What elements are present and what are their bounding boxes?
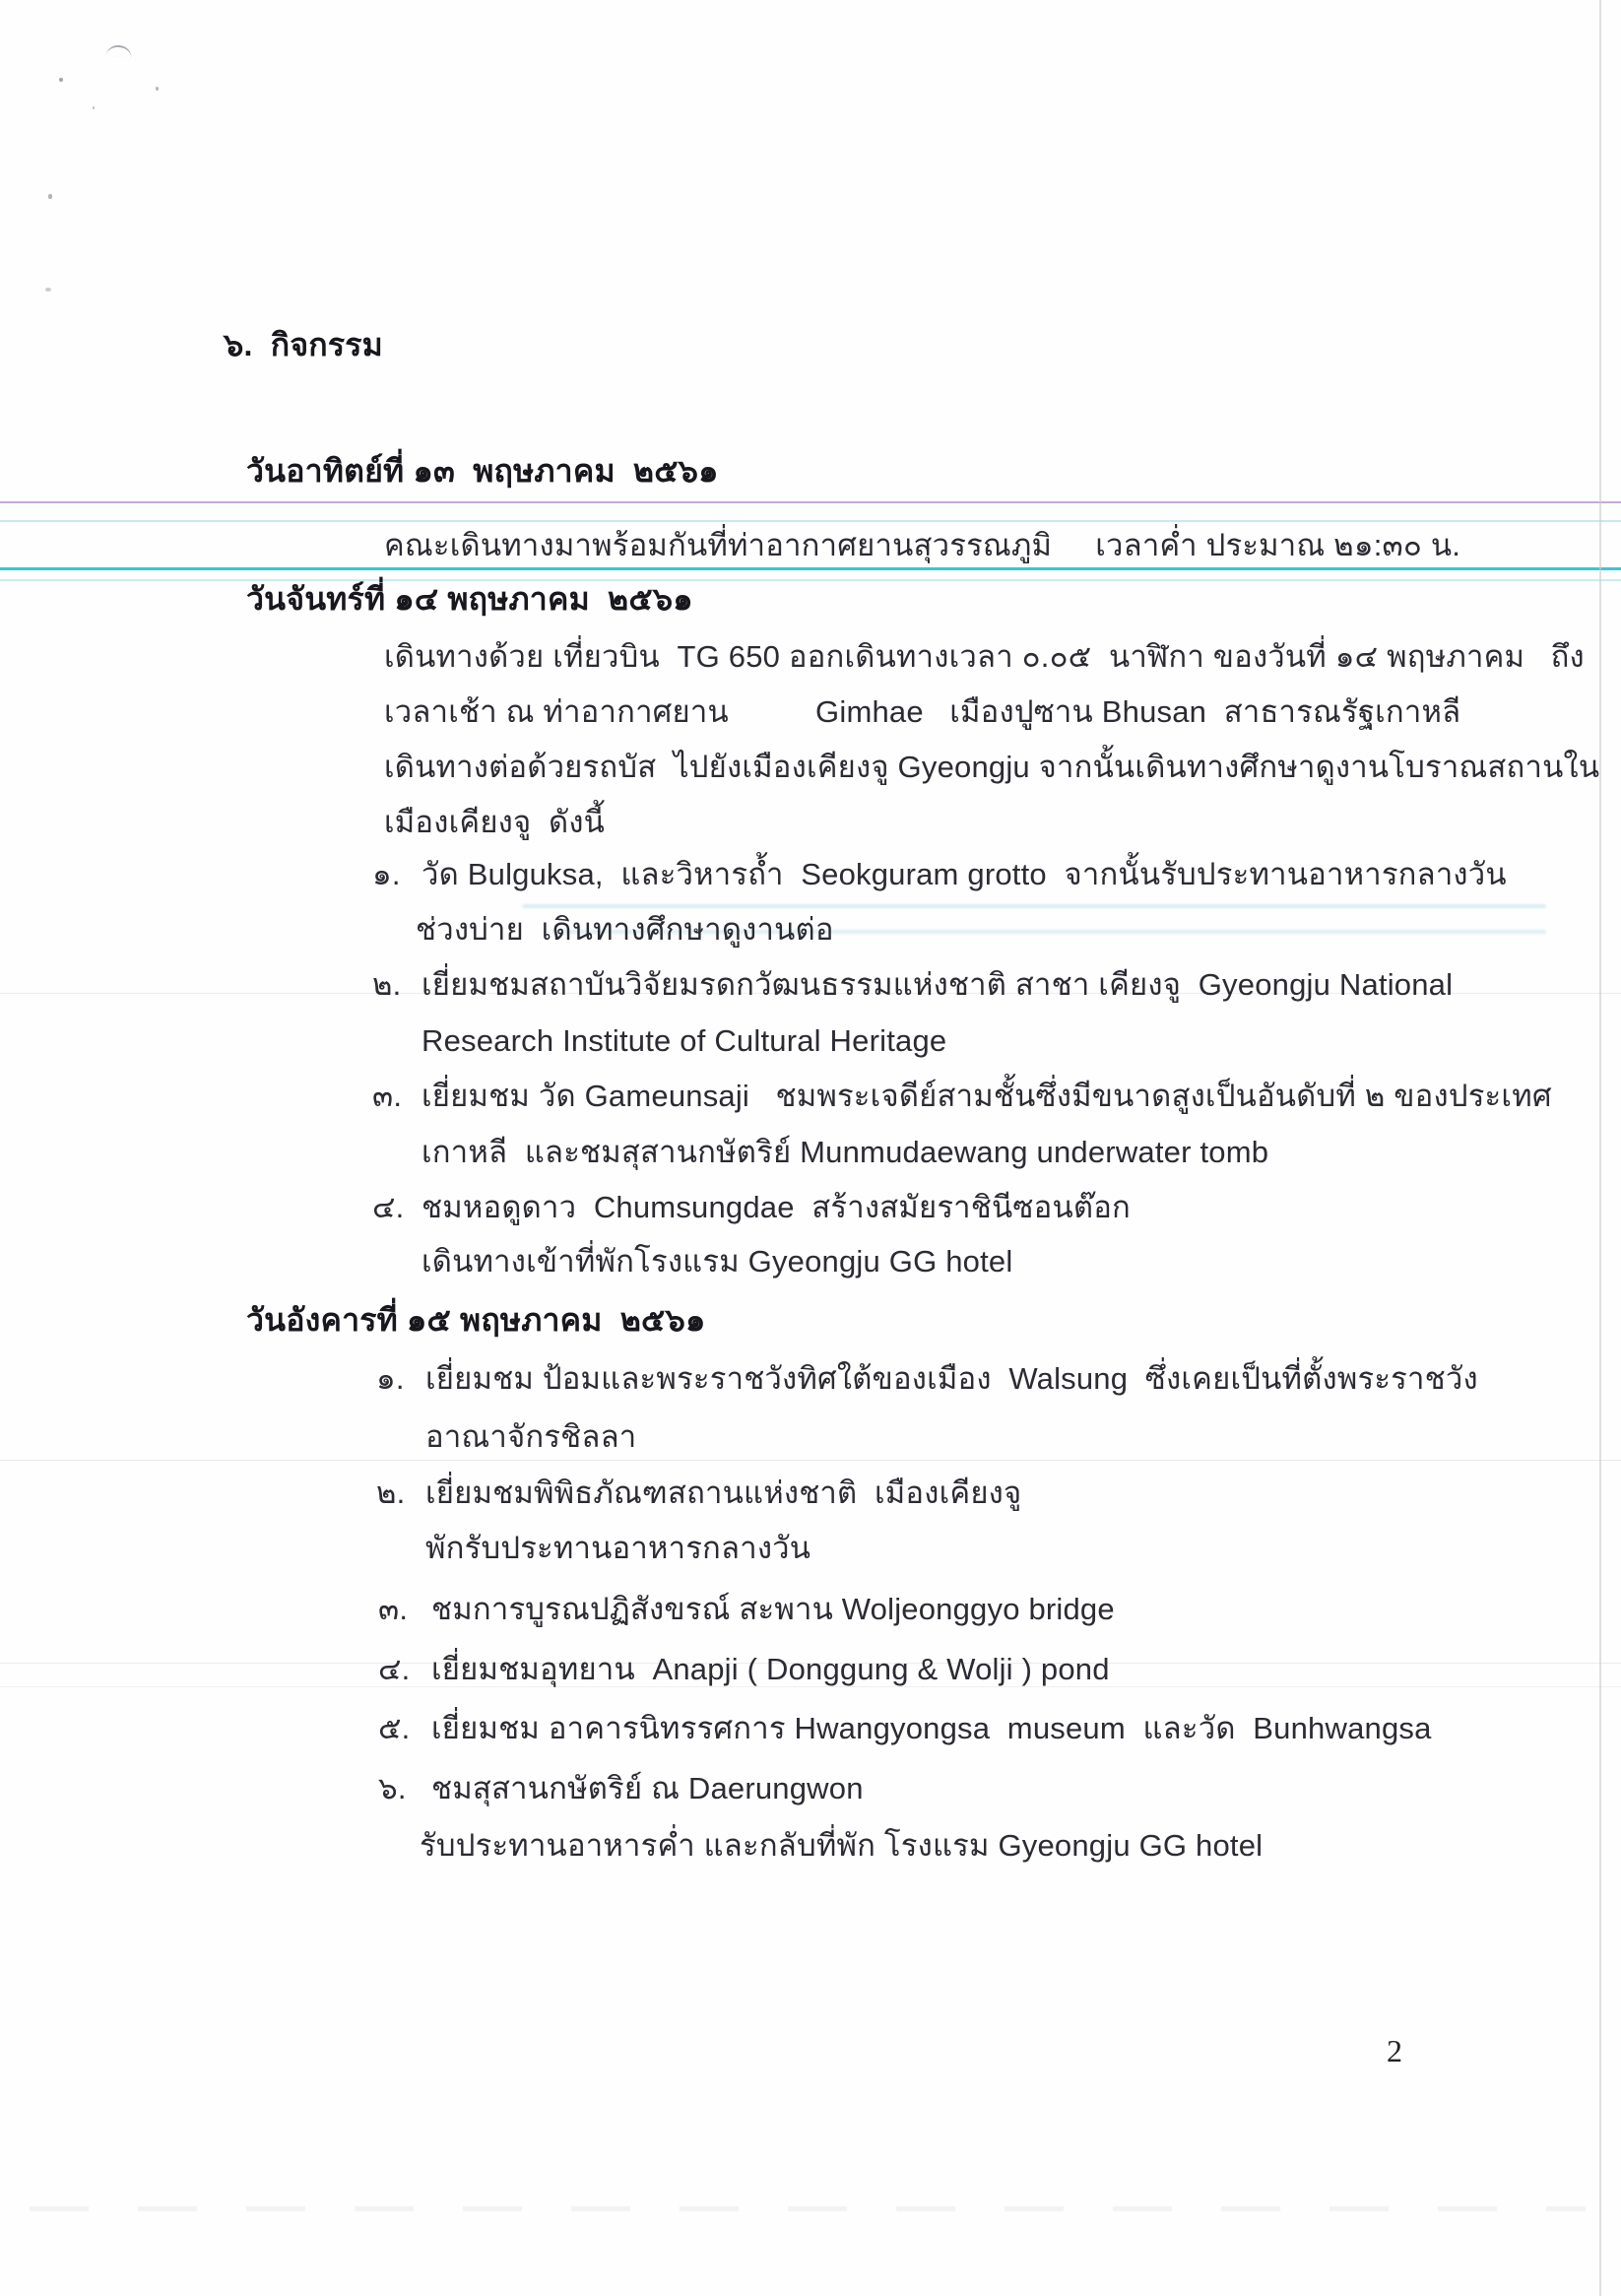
monday-item-text: วัด Bulguksa, และวิหารถ้ำ Seokguram grotto จากนั้นรับประทานอาหารกลางวัน — [421, 857, 1507, 891]
tuesday-item-text: เยี่ยมชม อาคารนิทรรศการ Hwangyongsa museum และวัด Bunhwangsa — [431, 1711, 1432, 1745]
page-number: 2 — [1387, 2033, 1403, 2068]
tuesday-item-text: เยี่ยมชมพิพิธภัณฑสถานแห่งชาติ เมืองเคียงจู — [425, 1476, 1022, 1510]
tuesday-item-number: ๒. — [376, 1476, 406, 1510]
tuesday-heading: วันอังคารที่ ๑๕ พฤษภาคม ๒๕๖๑ — [246, 1302, 706, 1338]
tuesday-item-text: เยี่ยมชมอุทยาน Anapji ( Donggung & Wolji ) pond — [431, 1652, 1110, 1686]
monday-item-number: ๒. — [372, 967, 402, 1002]
scan-vertical-rule — [1599, 0, 1601, 2296]
scan-speck — [45, 288, 51, 292]
scan-line-cyan — [0, 520, 1621, 522]
tuesday-item-text: เยี่ยมชม ป้อมและพระราชวังทิศใต้ของเมือง Walsung ซึ่งเคยเป็นที่ตั้งพระราชวัง — [425, 1361, 1478, 1396]
scan-hairline — [0, 1460, 1621, 1461]
monday-paragraph-line: เวลาเช้า ณ ท่าอากาศยาน Gimhae เมืองปูซาน Bhusan สาธารณรัฐเกาหลี — [384, 694, 1461, 729]
sunday-heading: วันอาทิตย์ที่ ๑๓ พฤษภาคม ๒๕๖๑ — [246, 453, 719, 489]
scan-line-teal — [0, 567, 1621, 570]
tuesday-item-number: ๔. — [378, 1652, 411, 1686]
monday-item-number: ๓. — [372, 1079, 403, 1113]
monday-item-text: เยี่ยมชม วัด Gameunsaji ชมพระเจดีย์สามชั้นซึ่งมีขนาดสูงเป็นอันดับที่ ๒ ของประเทศ — [421, 1079, 1552, 1113]
monday-item-text: ชมหอดูดาว Chumsungdae สร้างสมัยราชินีซอนต๊อก — [421, 1190, 1131, 1224]
scan-smudge-row — [30, 2206, 1586, 2211]
tuesday-item-text: รับประทานอาหารค่ำ และกลับที่พัก โรงแรม Gyeongju GG hotel — [420, 1828, 1264, 1863]
monday-item-text: เกาหลี และชมสุสานกษัตริย์ Munmudaewang underwater tomb — [421, 1135, 1269, 1169]
scan-speck — [48, 194, 52, 199]
monday-item-number: ๔. — [372, 1190, 405, 1224]
scan-speck — [59, 78, 63, 82]
monday-heading: วันจันทร์ที่ ๑๔ พฤษภาคม ๒๕๖๑ — [246, 581, 693, 617]
tuesday-item-number: ๑. — [376, 1361, 405, 1396]
monday-item-text: เดินทางเข้าที่พักโรงแรม Gyeongju GG hotel — [421, 1244, 1013, 1279]
monday-paragraph-line: เดินทางต่อด้วยรถบัส ไปยังเมืองเคียงจู Gyeongju จากนั้นเดินทางศึกษาดูงานโบราณสถานใน — [384, 750, 1600, 784]
monday-paragraph-line: เมืองเคียงจู ดังนี้ — [384, 805, 606, 839]
scan-line-purple — [0, 501, 1621, 503]
tuesday-item-number: ๕. — [378, 1711, 411, 1745]
monday-item-text: ช่วงบ่าย เดินทางศึกษาดูงานต่อ — [416, 912, 834, 947]
scan-speck — [156, 87, 159, 91]
tuesday-item-text: อาณาจักรชิลลา — [425, 1419, 637, 1454]
scan-streak-blue — [522, 904, 1546, 908]
monday-item-text: เยี่ยมชมสถาบันวิจัยมรดกวัฒนธรรมแห่งชาติ สาชา เคียงจู Gyeongju National — [421, 967, 1454, 1002]
tuesday-item-text: พักรับประทานอาหารกลางวัน — [425, 1531, 811, 1565]
tuesday-item-number: ๓. — [378, 1592, 409, 1626]
scan-speck — [93, 106, 95, 109]
monday-item-text: Research Institute of Cultural Heritage — [421, 1023, 947, 1058]
scan-line-teal-faint — [0, 579, 1621, 581]
sunday-line: คณะเดินทางมาพร้อมกันที่ท่าอากาศยานสุวรรณภูมิ เวลาค่ำ ประมาณ ๒๑:๓๐ น. — [384, 528, 1461, 562]
monday-item-number: ๑. — [372, 857, 401, 891]
tuesday-item-number: ๖. — [378, 1771, 407, 1805]
tuesday-item-text: ชมการบูรณปฏิสังขรณ์ สะพาน Woljeonggyo bridge — [431, 1592, 1115, 1626]
scan-speck-arc — [105, 44, 132, 59]
tuesday-item-text: ชมสุสานกษัตริย์ ณ Daerungwon — [431, 1771, 864, 1805]
monday-paragraph-line: เดินทางด้วย เที่ยวบิน TG 650 ออกเดินทางเวลา ๐.๐๕ นาฬิกา ของวันที่ ๑๔ พฤษภาคม ถึง — [384, 639, 1585, 674]
section-title: ๖. กิจกรรม — [224, 327, 383, 362]
